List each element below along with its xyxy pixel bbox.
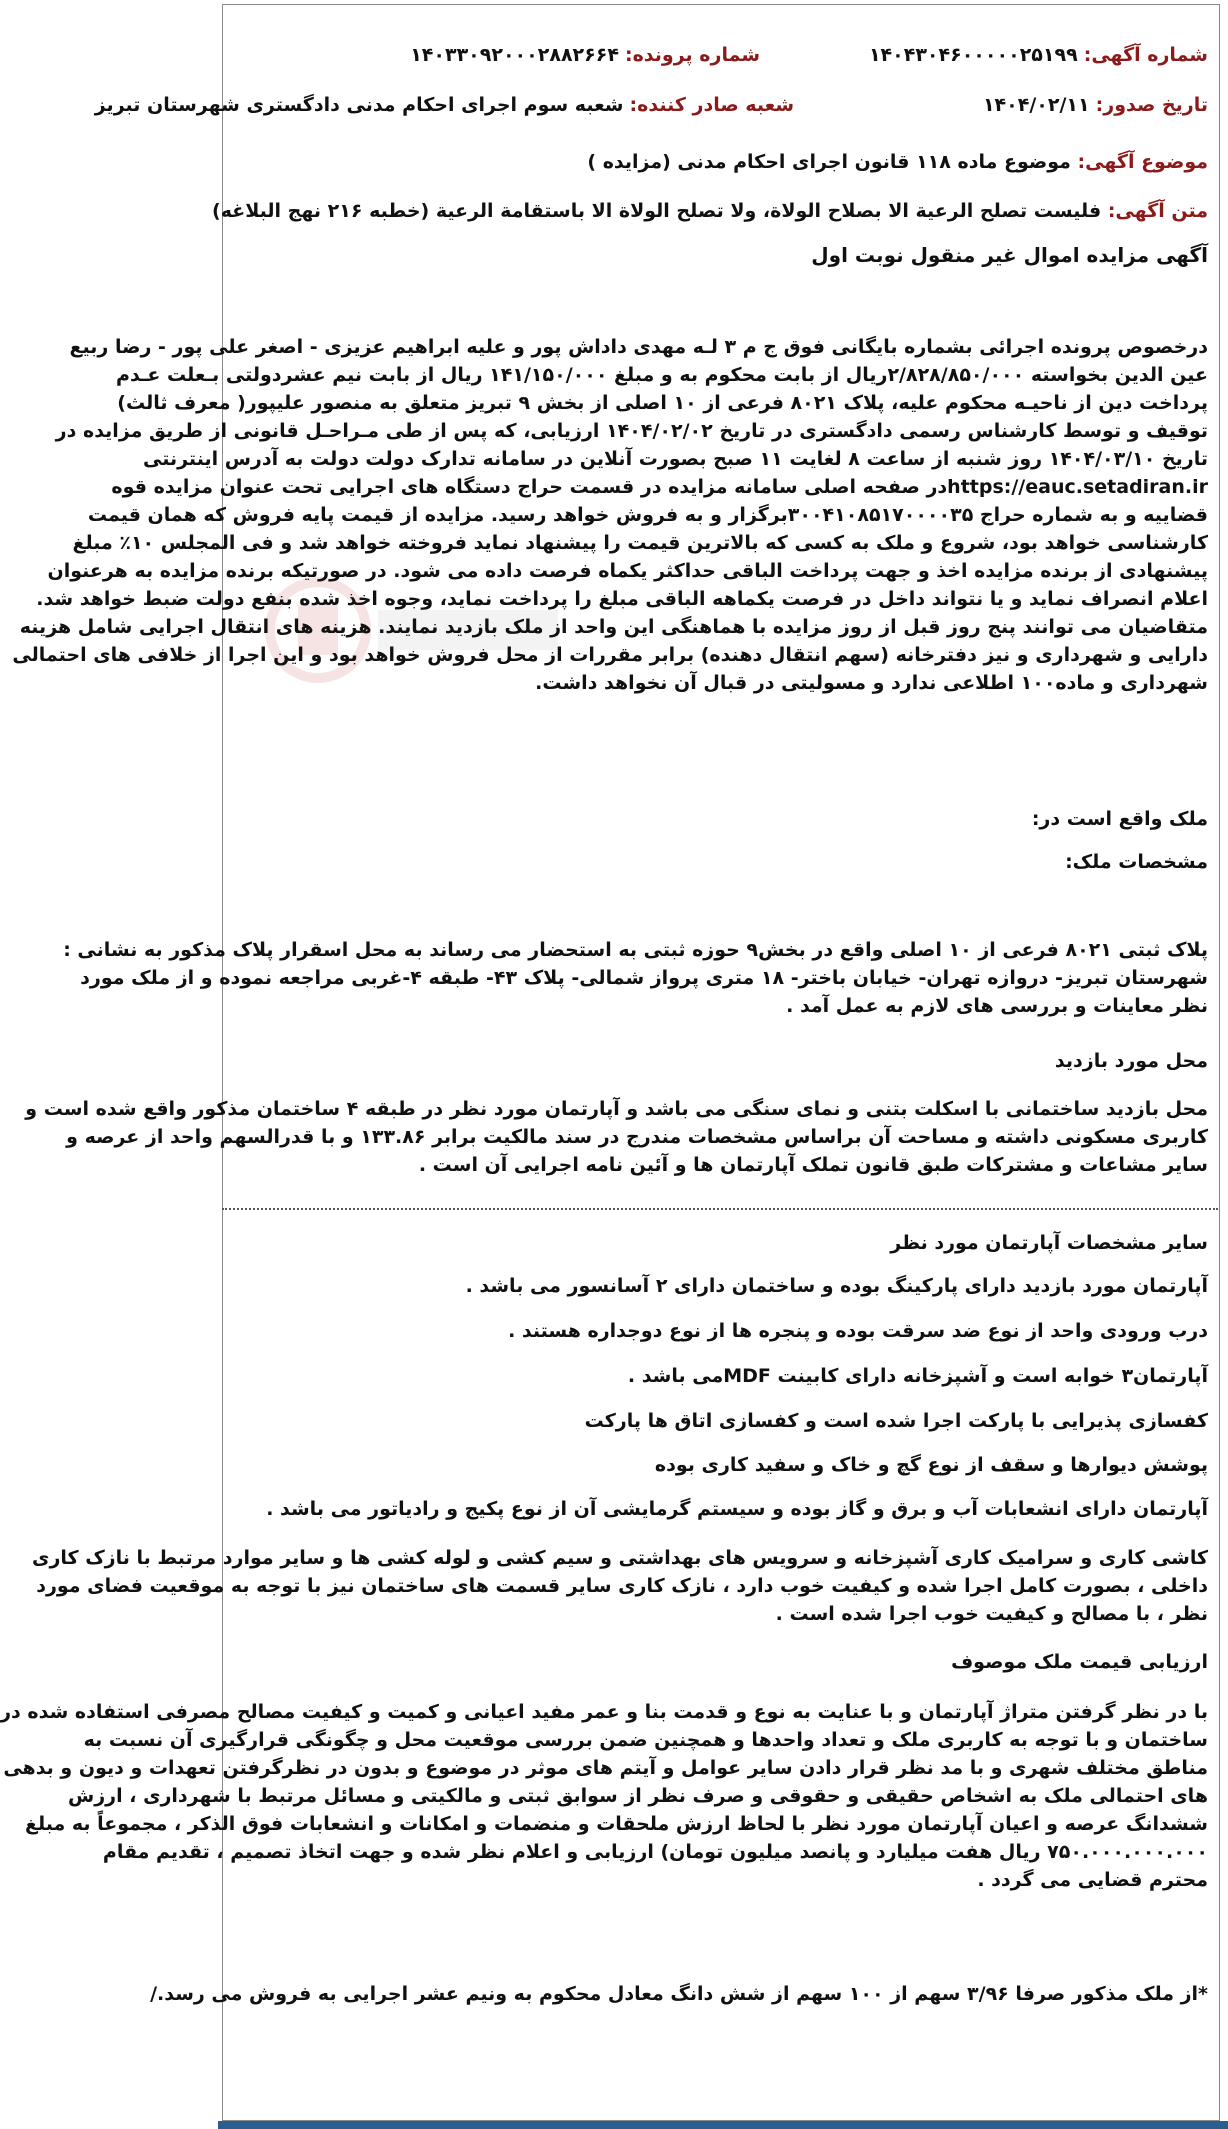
text-line: داخلی ، بصورت کامل اجرا شده و کیفیت خوب دارد ، نازک کاری سایر قسمت های ساختمان نیز با توجه به موقعیت فضای مورد — [36, 1575, 1208, 1597]
header-row-1 — [238, 44, 1208, 74]
header-row-2 — [94, 94, 1208, 124]
text-line: پرداخت دین از ناحیـه محکوم علیه، پلاک ۸۰۲۱ فرعی از ۱۰ اصلی از بخش ۹ تبریز متعلق به منصور علیپور( معرف ثالث) — [117, 392, 1208, 414]
dotted-divider — [222, 1208, 1218, 1210]
notice-text-line: متن آگهی: فلیست تصلح الرعیة الا بصلاح الولاة، ولا تصلح الولاة الا باستقامة الرعیة (خطبه ۲۱۶ نهج البلاغه) — [212, 200, 1208, 222]
text-line: دارایی و شهرداری و نیز دفترخانه (سهم انتقال دهنده) برابر مقررات از محل فروش خواهد بود و این اجرا از خلافی های احتمالی — [12, 644, 1208, 666]
other-specs-heading: سایر مشخصات آپارتمان مورد نظر — [890, 1232, 1208, 1254]
text-line: کاشی کاری و سرامیک کاری آشپزخانه و سرویس های بهداشتی و سیم کشی و لوله کشی ها و سایر موارد مرتبط با نازک کاری — [32, 1547, 1208, 1569]
text-line: محترم قضایی می گردد . — [977, 1869, 1208, 1891]
text-line: شهرداری و ماده۱۰۰ اطلاعی ندارد و مسولیتی در قبال آن نخواهد داشت. — [535, 672, 1208, 694]
issuer: شعبه صادر کننده: شعبه سوم اجرای احکام مدنی دادگستری شهرستان تبریز — [94, 94, 794, 116]
list-item: کفسازی پذیرایی با پارکت اجرا شده است و کفسازی اتاق ها پارکت — [584, 1410, 1208, 1432]
file-number: شماره پرونده: ۱۴۰۳۳۰۹۲۰۰۰۲۸۸۲۶۶۴ — [410, 44, 760, 66]
text-line: شهرستان تبریز- دروازه تهران- خیابان باختر- ۱۸ متری پرواز شمالی- پلاک ۴۳- طبقه ۴-غربی مراجعه نموده و از ملک مورد — [80, 967, 1208, 989]
text-line: پیشنهادی از برنده مزایده اخذ و جهت پرداخت الباقی حداکثر یکماه فرصت داده می شود. در صورتیکه برنده مزایده به هرعنوان — [47, 560, 1208, 582]
text-line: کاربری مسکونی داشته و مساحت آن براساس مشخصات مندرج در سند مالکیت برابر ۱۳۳.۸۶ و با قدرالسهم واحد از عرصه و — [66, 1126, 1208, 1148]
paragraph-visit — [25, 1095, 1208, 1179]
auction-title: آگهی مزایده اموال غیر منقول نوبت اول — [811, 243, 1208, 267]
paragraph-main — [12, 333, 1208, 697]
text-line: توقیف و توسط کارشناس رسمی دادگستری در تاریخ ۱۴۰۴/۰۲/۰۲ ارزیابی، که پس از طی مـراحـل قانونی از طریق مزایده در — [55, 420, 1208, 442]
issue-date: تاریخ صدور: ۱۴۰۴/۰۲/۱۱ — [982, 94, 1208, 116]
text-line: اعلام انصراف نماید و یا نتواند داخل در فرصت یکماهه الباقی مبلغ را پرداخت نماید، وجوه اخذ شده بنفع دولت ضبط خواهد شد. — [36, 588, 1208, 610]
list-item: پوشش دیوارها و سقف از نوع گچ و خاک و سفید کاری بوده — [654, 1454, 1208, 1476]
list-item: آپارتمان دارای انشعابات آب و برق و گاز بوده و سیستم گرمایشی آن از نوع پکیج و رادیاتور می باشد . — [266, 1498, 1208, 1520]
text-line: ساختمان و با توجه به کاربری ملک و تعداد واحدها و همچنین ضمن بررسی موقعیت محل و چگونگی قرارگیری آن نسبت به — [83, 1729, 1208, 1751]
text-line: سایر مشاعات و مشترکات طبق قانون تملک آپارتمان ها و آئین نامه اجرایی آن است . — [418, 1154, 1208, 1176]
text-line: https://eauc.setadiran.irدر صفحه اصلی سامانه مزایده در قسمت حراج دستگاه های اجرایی تحت عنوان مزایده قوه — [111, 476, 1208, 498]
footnote: *از ملک مذکور صرفا ۳/۹۶ سهم از ۱۰۰ سهم از شش دانگ معادل محکوم به ونیم عشر اجرایی به فروش می رسد./ — [150, 1983, 1208, 2005]
text-line: عین الدین بخواسته ۲/۸۲۸/۸۵۰/۰۰۰ریال از بابت محکوم به و مبلغ ۱۴۱/۱۵۰/۰۰۰ ریال از بابت نیم عشردولتی بـعلت عـدم — [116, 364, 1208, 386]
text-line: مناطق مختلف شهری و با مد نظر قرار دادن سایر عوامل و آیتم های موثر در موضوع و بدون در نظرگرفتن تعهدات و دیون و بدهی — [3, 1757, 1208, 1779]
paragraph-finishing — [32, 1544, 1208, 1628]
text-line: درخصوص پرونده اجرائی بشماره بایگانی فوق ج م ۳ لـه مهدی داداش پور و علیه ابراهیم عزیزی - اصغر علی پور - رضا ربیع — [69, 336, 1208, 358]
text-line: کارشناسی خواهد بود، شروع و ملک به کسی که بالاترین قیمت را پیشنهاد نماید فروخته خواهد شد و فی المجلس ۱۰٪ مبلغ — [72, 532, 1208, 554]
text-line: متقاضیان می توانند پنج روز قبل از روز مزایده با هماهنگی این واحد از ملک بازدید نمایند. هزینه های انتقال اجرایی شامل هزینه — [19, 616, 1208, 638]
location-heading: ملک واقع است در: — [1031, 808, 1208, 830]
valuation-heading: ارزیابی قیمت ملک موصوف — [951, 1651, 1208, 1673]
text-line: های احتمالی ملک به اشخاص حقیقی و حقوقی و صرف نظر از سوابق ثبتی و مالکیتی و مسائل مرتبط با شهرداری ، ارزش — [68, 1785, 1208, 1807]
notice-number: شماره آگهی: ۱۴۰۴۳۰۴۶۰۰۰۰۰۲۵۱۹۹ — [868, 44, 1208, 66]
text-line: ۷۵۰.۰۰۰.۰۰۰.۰۰۰ ریال هفت میلیارد و پانصد میلیون تومان) ارزیابی و اعلام نظر شده و جهت اتخاذ تصمیم ، تقدیم مقام — [102, 1841, 1208, 1863]
text-line: ششدانگ عرصه و اعیان آپارتمان مورد نظر با لحاظ ارزش ملحقات و منضمات و امکانات و انشعابات فوق الذکر ، مجموعاً به مبلغ — [24, 1813, 1208, 1835]
text-line: محل بازدید ساختمانی با اسکلت بتنی و نمای سنگی می باشد و آپارتمان مورد نظر در طبقه ۴ ساختمان مذکور واقع شده است و — [25, 1098, 1208, 1120]
list-item: آپارتمان مورد بازدید دارای پارکینگ بوده و ساختمان دارای ۲ آسانسور می باشد . — [465, 1275, 1208, 1297]
text-line: نظر ، با مصالح و کیفیت خوب اجرا شده است . — [775, 1603, 1208, 1625]
list-item: درب ورودی واحد از نوع ضد سرقت بوده و پنجره ها از نوع دوجداره هستند . — [508, 1320, 1208, 1342]
text-line: با در نظر گرفتن متراژ آپارتمان و با عنایت به نوع و قدمت بنا و عمر مفید اعیانی و کمیت و کیفیت مصالح مصرفی استفاده شده در — [0, 1701, 1208, 1723]
text-line: نظر معاینات و بررسی های لازم به عمل آمد . — [786, 995, 1208, 1017]
paragraph-address — [63, 936, 1208, 1020]
paragraph-valuation — [0, 1698, 1208, 1894]
text-line: پلاک ثبتی ۸۰۲۱ فرعی از ۱۰ اصلی واقع در بخش۹ حوزه ثبتی به استحضار می رساند به محل اسقرار پلاک مذکور به نشانی : — [63, 939, 1208, 961]
subject-line: موضوع آگهی: موضوع ماده ۱۱۸ قانون اجرای احکام مدنی (مزایده ) — [587, 151, 1208, 173]
text-line: تاریخ ۱۴۰۴/۰۳/۱۰ روز شنبه از ساعت ۸ لغایت ۱۱ صبح بصورت آنلاین در سامانه تدارک دولت دولت به آدرس اینترنتی — [143, 448, 1208, 470]
text-line: قضاییه و به شماره حراج ۳۰۰۴۱۰۸۵۱۷۰۰۰۰۳۵برگزار و به فروش خواهد رسید. مزایده از قیمت پایه فروش که همان قیمت — [87, 504, 1208, 526]
list-item: آپارتمان۳ خوابه است و آشپزخانه دارای کابینت MDFمی باشد . — [627, 1365, 1208, 1387]
visit-heading: محل مورد بازدید — [1054, 1050, 1208, 1072]
specs-heading: مشخصات ملک: — [1065, 851, 1208, 873]
bottom-bar — [218, 2121, 1228, 2129]
